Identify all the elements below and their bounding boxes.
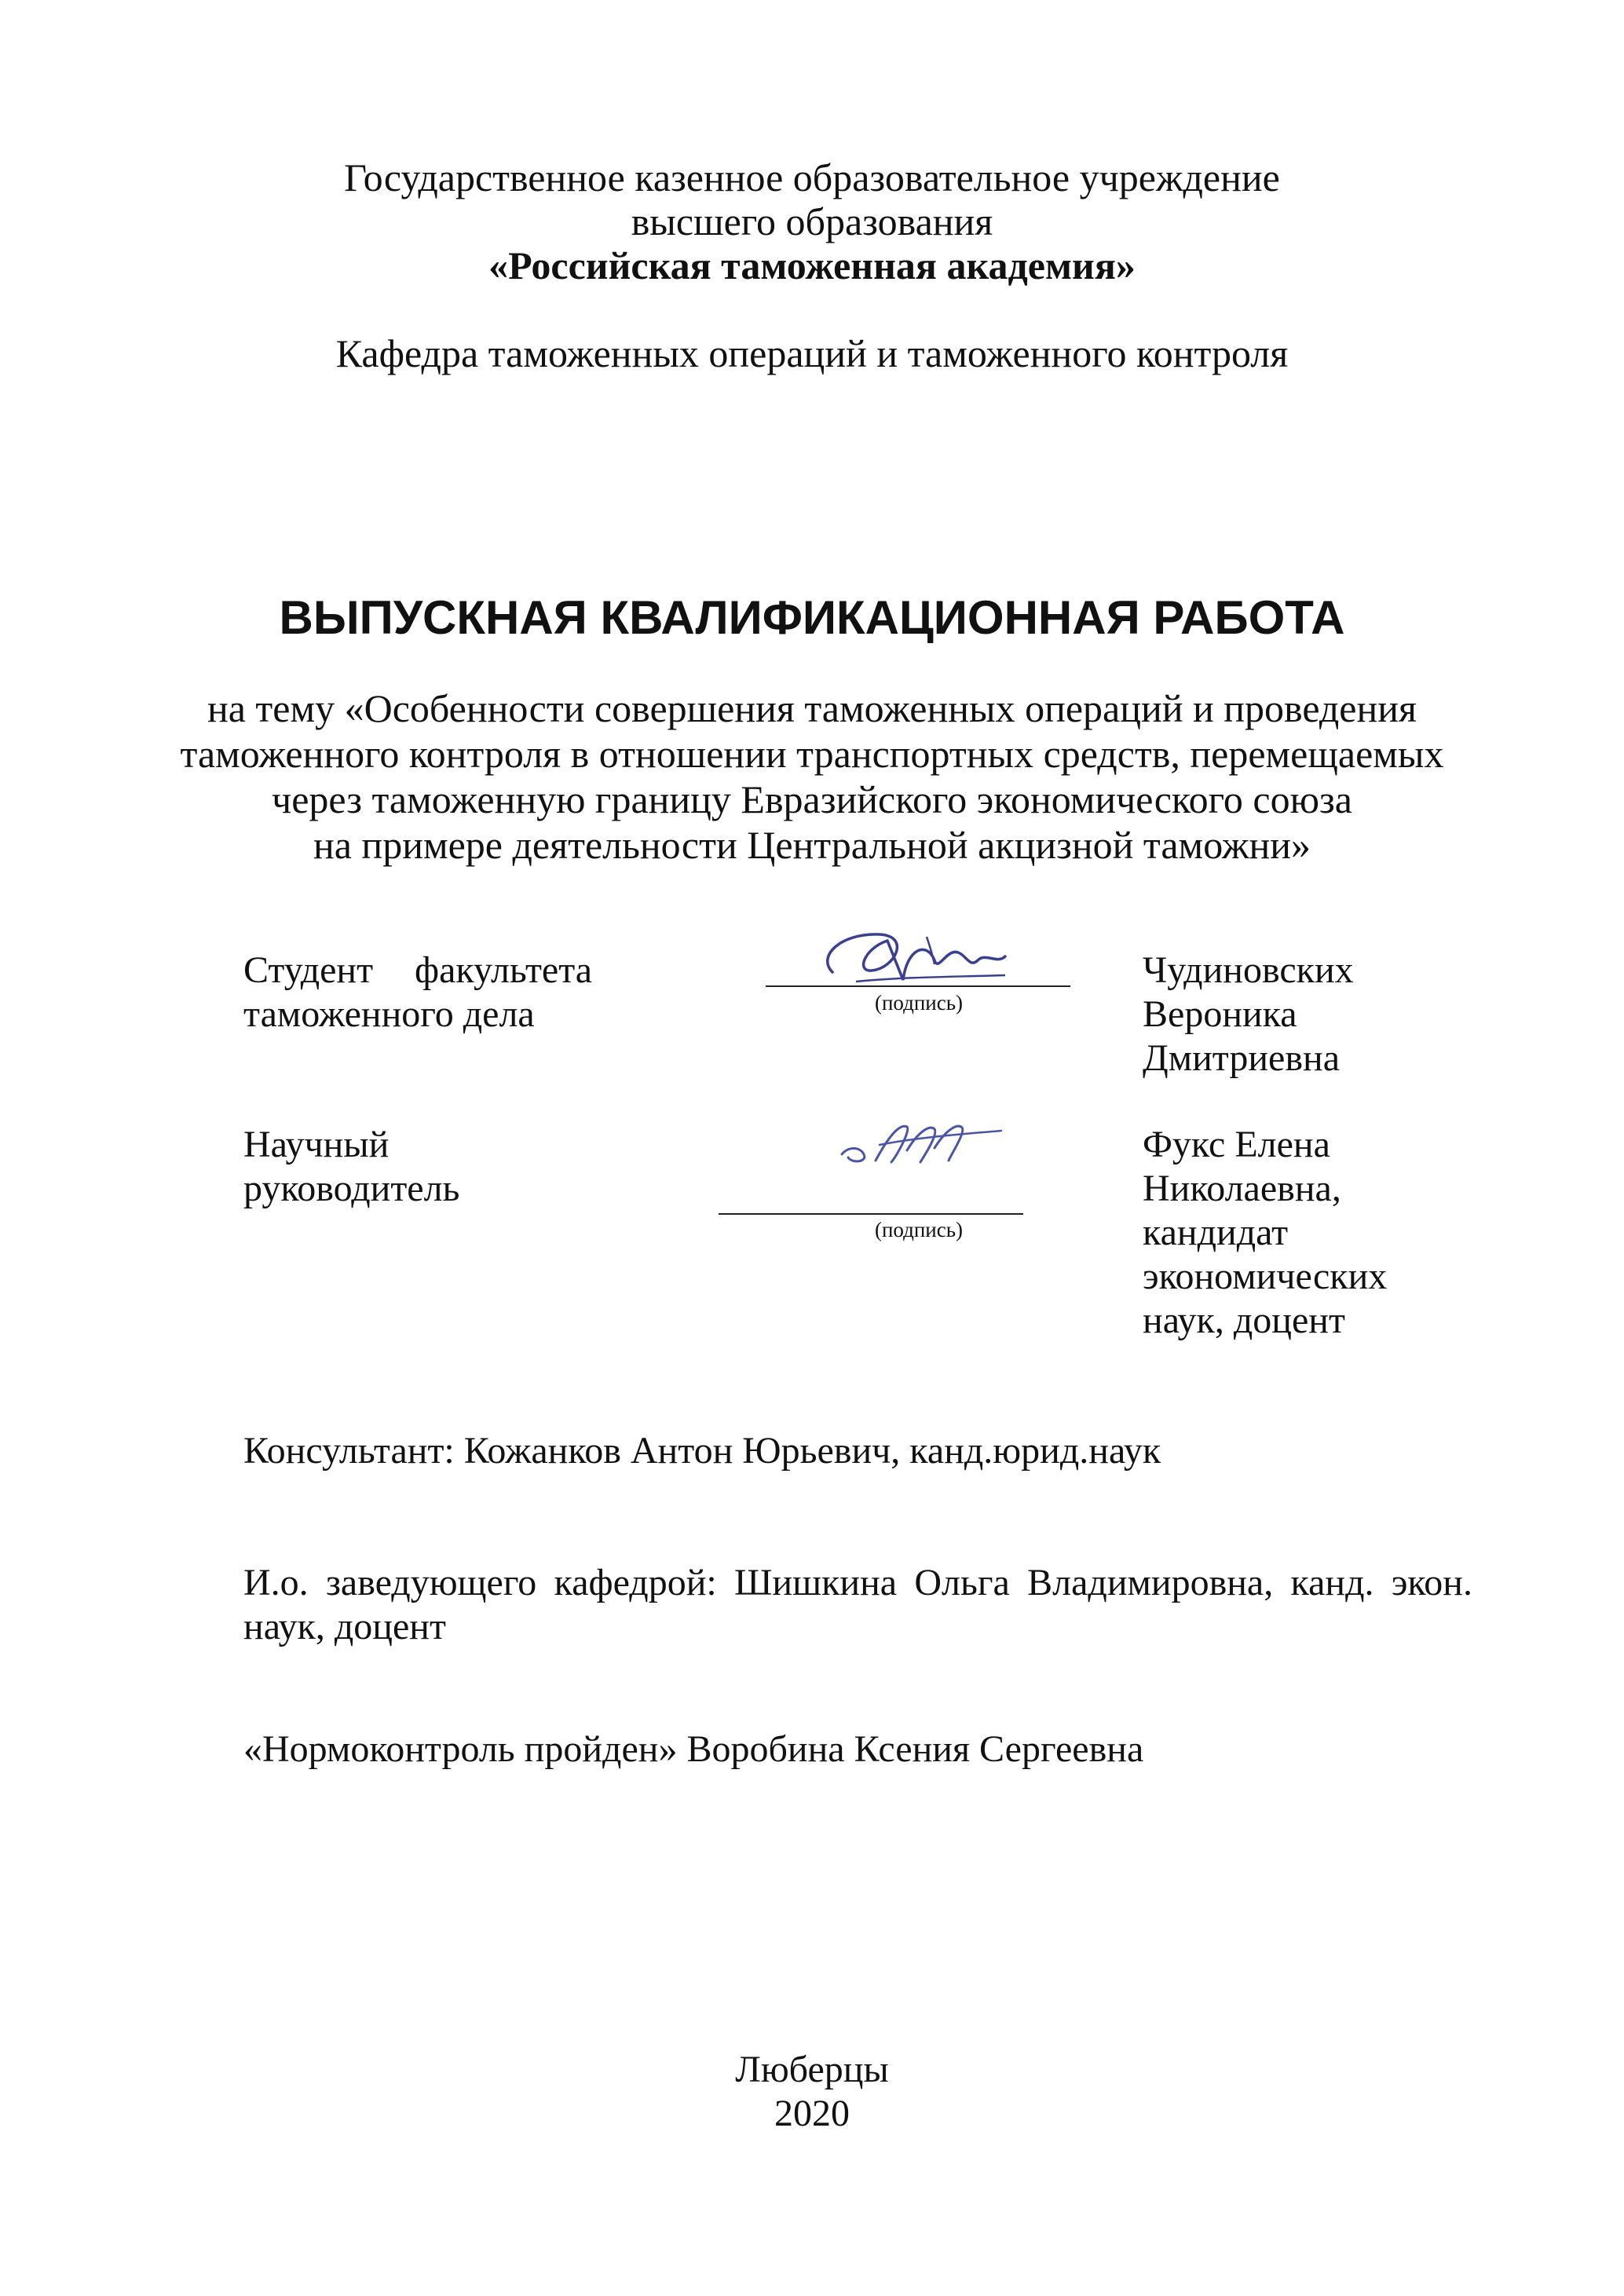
supervisor-name-line-2: Николаевна, [1143,1168,1341,1209]
supervisor-name-line-5: наук, доцент [1143,1300,1345,1341]
head-of-department-line: И.о. заведующего кафедрой: Шишкина Ольга Владимировна, канд. экон. наук, доцент [243,1562,1472,1647]
supervisor-name-line-4: экономических [1143,1256,1388,1297]
document-title: ВЫПУСКНАЯ КВАЛИФИКАЦИОННАЯ РАБОТА [279,591,1345,644]
supervisor-name-line-3: кандидат [1143,1212,1289,1253]
supervisor-role-line-1: Научный [243,1124,390,1165]
student-role-word2: факультета [415,949,593,991]
footer-year: 2020 [774,2093,850,2134]
department-name: Кафедра таможенных операций и таможенного контроля [335,331,1289,375]
topic-line-1: на тему «Особенности совершения таможенных операций и проведения [207,686,1417,730]
supervisor-signature [832,1115,1013,1178]
consultant-line: Консультант: Кожанков Антон Юрьевич, канд.юрид.наук [243,1430,1161,1472]
supervisor-role-line-2: руководитель [243,1168,460,1209]
topic-line-3: через таможенную границу Евразийского экономического союза [272,777,1352,821]
topic-line-4: на примере деятельности Центральной акцизной таможни» [313,823,1311,867]
institution-line-2: высшего образования [631,199,993,243]
supervisor-signature-caption: (подпись) [874,1218,964,1241]
student-role-line2: таможенного дела [243,993,535,1035]
normcontrol-line: «Нормоконтроль пройден» Воробина Ксения Сергеевна [243,1728,1144,1770]
student-signature-caption: (подпись) [874,991,964,1015]
student-signature-line [766,985,1070,987]
student-name-line-1: Чудиновских [1143,949,1354,991]
institution-line-1: Государственное казенное образовательное учреждение [344,155,1280,199]
topic-line-2: таможенного контроля в отношении транспортных средств, перемещаемых [180,732,1444,776]
student-name-line-2: Вероника [1143,993,1297,1035]
supervisor-signature-line [719,1213,1023,1215]
footer-city: Люберцы [735,2049,889,2090]
academy-name: «Российская таможенная академия» [488,243,1136,287]
student-role-word1: Студент [243,949,374,991]
supervisor-name-line-1: Фукс Елена [1143,1124,1330,1165]
student-name-line-3: Дмитриевна [1143,1037,1341,1079]
